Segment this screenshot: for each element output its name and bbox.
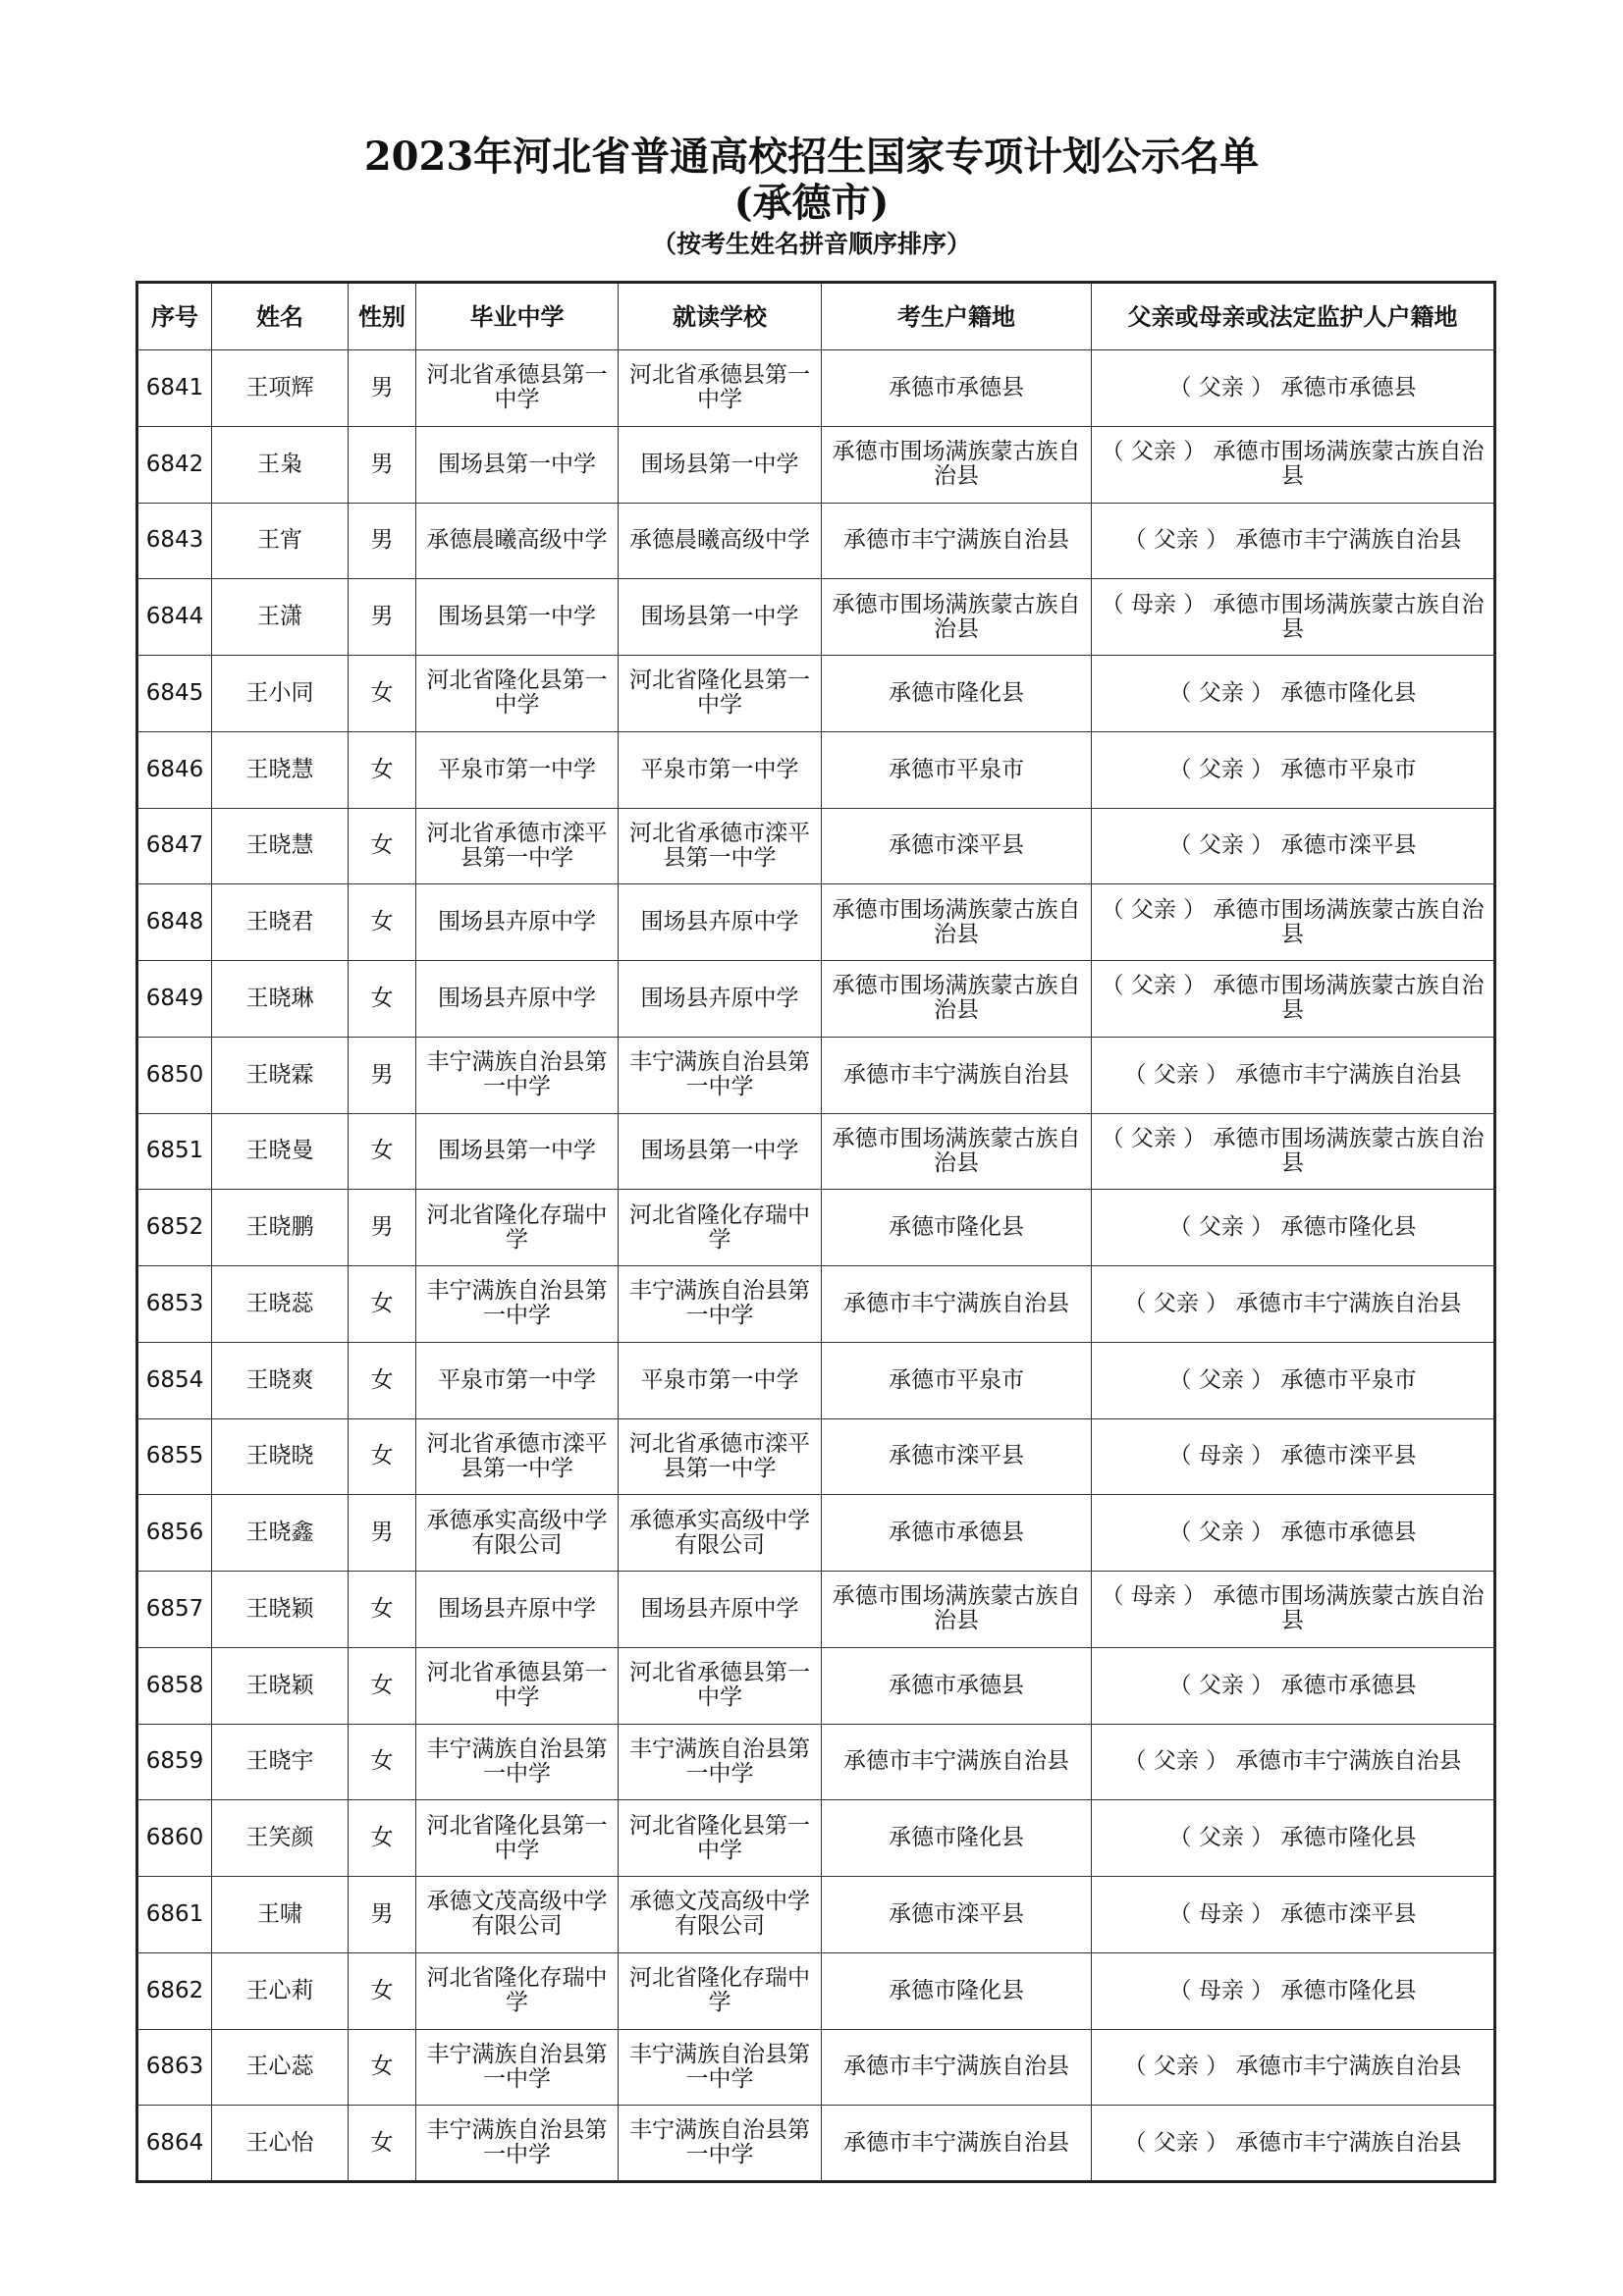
cell-guardian-residence: （ 父亲 ） 承德市承德县 xyxy=(1092,1647,1495,1724)
cell-gender: 男 xyxy=(349,1190,416,1266)
table-row xyxy=(137,1342,1495,1418)
cell-student-residence: 承德市丰宁满族自治县 xyxy=(822,2029,1092,2106)
table-row xyxy=(137,808,1495,884)
cell-graduated-school: 河北省隆化县第一中学 xyxy=(416,1800,619,1877)
cell-current-school: 围场县第一中学 xyxy=(619,426,822,503)
cell-name: 王晓晓 xyxy=(212,1418,349,1495)
cell-student-residence: 承德市隆化县 xyxy=(822,1800,1092,1877)
header-graduated-school: 毕业中学 xyxy=(416,283,619,350)
cell-gender: 女 xyxy=(349,2106,416,2182)
table-row xyxy=(137,884,1495,961)
cell-student-residence: 承德市围场满族蒙古族自治县 xyxy=(822,961,1092,1038)
cell-gender: 女 xyxy=(349,1418,416,1495)
cell-name: 王晓君 xyxy=(212,884,349,961)
header-current-school: 就读学校 xyxy=(619,283,822,350)
cell-serial: 6846 xyxy=(137,731,212,808)
cell-student-residence: 承德市滦平县 xyxy=(822,1877,1092,1953)
table-row xyxy=(137,1647,1495,1724)
cell-name: 王晓慧 xyxy=(212,731,349,808)
cell-graduated-school: 丰宁满族自治县第一中学 xyxy=(416,2029,619,2106)
table-row xyxy=(137,1800,1495,1877)
cell-graduated-school: 围场县卉原中学 xyxy=(416,1572,619,1648)
table-row xyxy=(137,1266,1495,1343)
cell-serial: 6861 xyxy=(137,1877,212,1953)
cell-guardian-residence: （ 父亲 ） 承德市丰宁满族自治县 xyxy=(1092,503,1495,579)
cell-serial: 6842 xyxy=(137,426,212,503)
document-title: 2023年河北省普通高校招生国家专项计划公示名单 xyxy=(363,133,1260,180)
cell-student-residence: 承德市承德县 xyxy=(822,1647,1092,1724)
cell-graduated-school: 围场县卉原中学 xyxy=(416,884,619,961)
cell-name: 王心怡 xyxy=(212,2106,349,2182)
cell-student-residence: 承德市丰宁满族自治县 xyxy=(822,1266,1092,1343)
cell-current-school: 围场县卉原中学 xyxy=(619,961,822,1038)
cell-current-school: 河北省隆化存瑞中学 xyxy=(619,1952,822,2029)
cell-gender: 男 xyxy=(349,350,416,427)
cell-graduated-school: 承德文茂高级中学有限公司 xyxy=(416,1877,619,1953)
cell-graduated-school: 丰宁满族自治县第一中学 xyxy=(416,1724,619,1800)
table-row xyxy=(137,961,1495,1038)
cell-serial: 6843 xyxy=(137,503,212,579)
cell-serial: 6859 xyxy=(137,1724,212,1800)
cell-current-school: 承德晨曦高级中学 xyxy=(619,503,822,579)
cell-graduated-school: 河北省承德市滦平县第一中学 xyxy=(416,808,619,884)
cell-guardian-residence: （ 父亲 ） 承德市承德县 xyxy=(1092,1495,1495,1572)
cell-current-school: 河北省承德县第一中学 xyxy=(619,350,822,427)
header-guardian-residence: 父亲或母亲或法定监护人户籍地 xyxy=(1092,283,1495,350)
cell-gender: 男 xyxy=(349,1495,416,1572)
cell-gender: 女 xyxy=(349,961,416,1038)
cell-student-residence: 承德市丰宁满族自治县 xyxy=(822,1724,1092,1800)
cell-name: 王心蕊 xyxy=(212,2029,349,2106)
cell-gender: 女 xyxy=(349,1724,416,1800)
table-row xyxy=(137,731,1495,808)
cell-serial: 6841 xyxy=(137,350,212,427)
cell-guardian-residence: （ 父亲 ） 承德市围场满族蒙古族自治县 xyxy=(1092,961,1495,1038)
cell-student-residence: 承德市隆化县 xyxy=(822,1190,1092,1266)
cell-student-residence: 承德市围场满族蒙古族自治县 xyxy=(822,1113,1092,1190)
cell-name: 王晓慧 xyxy=(212,808,349,884)
cell-serial: 6851 xyxy=(137,1113,212,1190)
cell-name: 王潇 xyxy=(212,579,349,656)
cell-name: 王晓蕊 xyxy=(212,1266,349,1343)
cell-guardian-residence: （ 父亲 ） 承德市丰宁满族自治县 xyxy=(1092,1724,1495,1800)
cell-graduated-school: 丰宁满族自治县第一中学 xyxy=(416,2106,619,2182)
table-row xyxy=(137,579,1495,656)
cell-current-school: 丰宁满族自治县第一中学 xyxy=(619,1724,822,1800)
cell-student-residence: 承德市隆化县 xyxy=(822,1952,1092,2029)
cell-name: 王晓曼 xyxy=(212,1113,349,1190)
cell-graduated-school: 河北省隆化存瑞中学 xyxy=(416,1952,619,2029)
cell-serial: 6847 xyxy=(137,808,212,884)
table-row xyxy=(137,1952,1495,2029)
cell-gender: 女 xyxy=(349,884,416,961)
cell-serial: 6853 xyxy=(137,1266,212,1343)
cell-guardian-residence: （ 母亲 ） 承德市围场满族蒙古族自治县 xyxy=(1092,579,1495,656)
cell-graduated-school: 围场县卉原中学 xyxy=(416,961,619,1038)
cell-guardian-residence: （ 父亲 ） 承德市丰宁满族自治县 xyxy=(1092,1037,1495,1113)
table-row xyxy=(137,350,1495,427)
cell-current-school: 河北省承德县第一中学 xyxy=(619,1647,822,1724)
cell-gender: 女 xyxy=(349,1647,416,1724)
cell-serial: 6852 xyxy=(137,1190,212,1266)
cell-student-residence: 承德市承德县 xyxy=(822,350,1092,427)
cell-guardian-residence: （ 母亲 ） 承德市围场满族蒙古族自治县 xyxy=(1092,1572,1495,1648)
cell-current-school: 河北省隆化县第一中学 xyxy=(619,656,822,732)
cell-gender: 女 xyxy=(349,2029,416,2106)
cell-student-residence: 承德市围场满族蒙古族自治县 xyxy=(822,1572,1092,1648)
cell-serial: 6860 xyxy=(137,1800,212,1877)
cell-name: 王项辉 xyxy=(212,350,349,427)
cell-graduated-school: 河北省承德县第一中学 xyxy=(416,350,619,427)
cell-serial: 6854 xyxy=(137,1342,212,1418)
cell-name: 王晓爽 xyxy=(212,1342,349,1418)
cell-student-residence: 承德市平泉市 xyxy=(822,731,1092,808)
cell-graduated-school: 围场县第一中学 xyxy=(416,426,619,503)
table-body xyxy=(137,350,1495,2182)
cell-guardian-residence: （ 父亲 ） 承德市围场满族蒙古族自治县 xyxy=(1092,1113,1495,1190)
cell-gender: 女 xyxy=(349,1113,416,1190)
cell-guardian-residence: （ 父亲 ） 承德市丰宁满族自治县 xyxy=(1092,2106,1495,2182)
cell-name: 王晓鹏 xyxy=(212,1190,349,1266)
table-row xyxy=(137,1190,1495,1266)
cell-current-school: 承德文茂高级中学有限公司 xyxy=(619,1877,822,1953)
table-row xyxy=(137,2106,1495,2182)
cell-current-school: 围场县卉原中学 xyxy=(619,1572,822,1648)
table-row xyxy=(137,1572,1495,1648)
cell-graduated-school: 丰宁满族自治县第一中学 xyxy=(416,1037,619,1113)
cell-guardian-residence: （ 母亲 ） 承德市隆化县 xyxy=(1092,1952,1495,2029)
table-row xyxy=(137,1037,1495,1113)
table-row xyxy=(137,1418,1495,1495)
cell-name: 王心莉 xyxy=(212,1952,349,2029)
cell-gender: 女 xyxy=(349,1342,416,1418)
cell-guardian-residence: （ 父亲 ） 承德市围场满族蒙古族自治县 xyxy=(1092,884,1495,961)
cell-gender: 女 xyxy=(349,1266,416,1343)
cell-guardian-residence: （ 父亲 ） 承德市隆化县 xyxy=(1092,1190,1495,1266)
cell-name: 王晓鑫 xyxy=(212,1495,349,1572)
cell-student-residence: 承德市丰宁满族自治县 xyxy=(822,1037,1092,1113)
cell-current-school: 丰宁满族自治县第一中学 xyxy=(619,1266,822,1343)
cell-gender: 女 xyxy=(349,731,416,808)
cell-serial: 6850 xyxy=(137,1037,212,1113)
cell-current-school: 丰宁满族自治县第一中学 xyxy=(619,2029,822,2106)
cell-graduated-school: 河北省承德县第一中学 xyxy=(416,1647,619,1724)
header-student-residence: 考生户籍地 xyxy=(822,283,1092,350)
cell-serial: 6864 xyxy=(137,2106,212,2182)
cell-gender: 男 xyxy=(349,1877,416,1953)
cell-name: 王笑颜 xyxy=(212,1800,349,1877)
cell-serial: 6844 xyxy=(137,579,212,656)
admission-list-table xyxy=(135,281,1496,2183)
table-row xyxy=(137,1113,1495,1190)
cell-current-school: 围场县第一中学 xyxy=(619,579,822,656)
cell-graduated-school: 承德承实高级中学有限公司 xyxy=(416,1495,619,1572)
cell-student-residence: 承德市丰宁满族自治县 xyxy=(822,2106,1092,2182)
cell-guardian-residence: （ 父亲 ） 承德市滦平县 xyxy=(1092,808,1495,884)
cell-guardian-residence: （ 父亲 ） 承德市围场满族蒙古族自治县 xyxy=(1092,426,1495,503)
cell-student-residence: 承德市围场满族蒙古族自治县 xyxy=(822,884,1092,961)
cell-current-school: 围场县卉原中学 xyxy=(619,884,822,961)
document-city: (承德市) xyxy=(733,180,890,226)
table-row xyxy=(137,1877,1495,1953)
cell-current-school: 河北省隆化存瑞中学 xyxy=(619,1190,822,1266)
cell-name: 王晓霖 xyxy=(212,1037,349,1113)
cell-student-residence: 承德市围场满族蒙古族自治县 xyxy=(822,426,1092,503)
table-row xyxy=(137,2029,1495,2106)
cell-current-school: 丰宁满族自治县第一中学 xyxy=(619,2106,822,2182)
cell-graduated-school: 河北省隆化存瑞中学 xyxy=(416,1190,619,1266)
sort-note: （按考生姓名拼音顺序排序） xyxy=(651,230,971,258)
cell-graduated-school: 丰宁满族自治县第一中学 xyxy=(416,1266,619,1343)
cell-serial: 6848 xyxy=(137,884,212,961)
cell-name: 王小同 xyxy=(212,656,349,732)
cell-name: 王晓颖 xyxy=(212,1647,349,1724)
cell-gender: 女 xyxy=(349,1800,416,1877)
cell-serial: 6856 xyxy=(137,1495,212,1572)
cell-serial: 6858 xyxy=(137,1647,212,1724)
cell-graduated-school: 河北省承德市滦平县第一中学 xyxy=(416,1418,619,1495)
cell-name: 王宵 xyxy=(212,503,349,579)
cell-gender: 女 xyxy=(349,1572,416,1648)
table-header xyxy=(137,283,1495,350)
cell-graduated-school: 平泉市第一中学 xyxy=(416,1342,619,1418)
cell-current-school: 围场县第一中学 xyxy=(619,1113,822,1190)
cell-name: 王晓宇 xyxy=(212,1724,349,1800)
cell-gender: 男 xyxy=(349,1037,416,1113)
cell-gender: 男 xyxy=(349,579,416,656)
cell-graduated-school: 围场县第一中学 xyxy=(416,579,619,656)
header-row xyxy=(137,283,1495,350)
cell-guardian-residence: （ 父亲 ） 承德市平泉市 xyxy=(1092,1342,1495,1418)
cell-student-residence: 承德市围场满族蒙古族自治县 xyxy=(822,579,1092,656)
header-gender: 性别 xyxy=(349,283,416,350)
cell-guardian-residence: （ 父亲 ） 承德市承德县 xyxy=(1092,350,1495,427)
cell-student-residence: 承德市滦平县 xyxy=(822,1418,1092,1495)
cell-student-residence: 承德市承德县 xyxy=(822,1495,1092,1572)
cell-serial: 6862 xyxy=(137,1952,212,2029)
table-row xyxy=(137,503,1495,579)
cell-current-school: 丰宁满族自治县第一中学 xyxy=(619,1037,822,1113)
table-row xyxy=(137,426,1495,503)
cell-student-residence: 承德市丰宁满族自治县 xyxy=(822,503,1092,579)
cell-name: 王晓琳 xyxy=(212,961,349,1038)
cell-serial: 6857 xyxy=(137,1572,212,1648)
cell-name: 王啸 xyxy=(212,1877,349,1953)
cell-gender: 女 xyxy=(349,656,416,732)
table-row xyxy=(137,1724,1495,1800)
cell-serial: 6849 xyxy=(137,961,212,1038)
cell-serial: 6863 xyxy=(137,2029,212,2106)
cell-graduated-school: 平泉市第一中学 xyxy=(416,731,619,808)
table-row xyxy=(137,1495,1495,1572)
cell-current-school: 平泉市第一中学 xyxy=(619,1342,822,1418)
cell-serial: 6845 xyxy=(137,656,212,732)
cell-current-school: 河北省承德市滦平县第一中学 xyxy=(619,808,822,884)
cell-gender: 男 xyxy=(349,426,416,503)
cell-guardian-residence: （ 父亲 ） 承德市隆化县 xyxy=(1092,1800,1495,1877)
header-name: 姓名 xyxy=(212,283,349,350)
cell-student-residence: 承德市滦平县 xyxy=(822,808,1092,884)
cell-guardian-residence: （ 父亲 ） 承德市丰宁满族自治县 xyxy=(1092,2029,1495,2106)
cell-guardian-residence: （ 父亲 ） 承德市平泉市 xyxy=(1092,731,1495,808)
cell-gender: 男 xyxy=(349,503,416,579)
cell-current-school: 河北省承德市滦平县第一中学 xyxy=(619,1418,822,1495)
cell-graduated-school: 承德晨曦高级中学 xyxy=(416,503,619,579)
cell-name: 王晓颖 xyxy=(212,1572,349,1648)
cell-guardian-residence: （ 父亲 ） 承德市丰宁满族自治县 xyxy=(1092,1266,1495,1343)
cell-graduated-school: 围场县第一中学 xyxy=(416,1113,619,1190)
cell-guardian-residence: （ 父亲 ） 承德市隆化县 xyxy=(1092,656,1495,732)
cell-student-residence: 承德市隆化县 xyxy=(822,656,1092,732)
cell-gender: 女 xyxy=(349,808,416,884)
header-serial: 序号 xyxy=(137,283,212,350)
cell-graduated-school: 河北省隆化县第一中学 xyxy=(416,656,619,732)
cell-gender: 女 xyxy=(349,1952,416,2029)
cell-serial: 6855 xyxy=(137,1418,212,1495)
cell-guardian-residence: （ 母亲 ） 承德市滦平县 xyxy=(1092,1877,1495,1953)
cell-current-school: 河北省隆化县第一中学 xyxy=(619,1800,822,1877)
cell-guardian-residence: （ 母亲 ） 承德市滦平县 xyxy=(1092,1418,1495,1495)
cell-student-residence: 承德市平泉市 xyxy=(822,1342,1092,1418)
cell-current-school: 平泉市第一中学 xyxy=(619,731,822,808)
table-row xyxy=(137,656,1495,732)
cell-current-school: 承德承实高级中学有限公司 xyxy=(619,1495,822,1572)
cell-name: 王枭 xyxy=(212,426,349,503)
